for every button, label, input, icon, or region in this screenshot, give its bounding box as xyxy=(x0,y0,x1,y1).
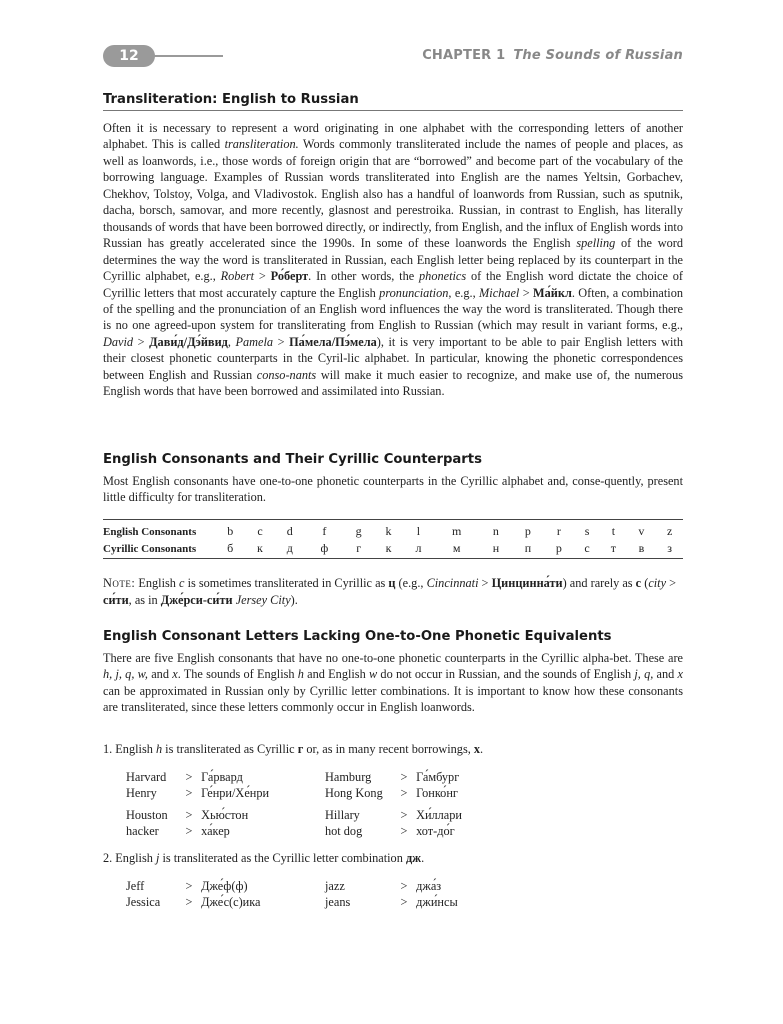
example-row: Hamburg > Га́мбург xyxy=(325,770,460,784)
consonant-cell: т xyxy=(610,541,617,555)
example-row: hacker > ха́кер xyxy=(126,824,230,838)
cyrillic-consonant-row xyxy=(103,540,683,557)
example-row: Houston > Хью́стон xyxy=(126,808,249,822)
consonant-cell: s xyxy=(584,524,590,538)
consonant-cell: d xyxy=(286,524,293,538)
section-heading-lacking-equivalents: English Consonant Letters Lacking One-to-One Phonetic Equivalents xyxy=(103,629,612,644)
consonant-cell: с xyxy=(584,541,590,555)
consonant-cell: k xyxy=(385,524,392,538)
lacking-equivalents-paragraph: There are five English consonants that have no one-to-one phonetic counterparts in the Cyrillic alpha-bet. These are h, j, q, w, and x. The sounds of English h and English w do not occur in Russian, and the sounds of English j, q, and x can be approximated in Russian only by Cyrillic letter combinations. It is important to know how these consonants are transliterated, since these letters commonly occur in English loanwords. xyxy=(103,651,684,715)
example-row: Harvard > Га́рвард xyxy=(126,770,243,784)
consonant-cell: v xyxy=(638,524,645,538)
example-row: Hillary > Хи́ллари xyxy=(325,808,462,822)
consonant-cell: д xyxy=(286,541,293,555)
consonant-table xyxy=(103,523,683,557)
heading-rule xyxy=(103,110,683,111)
consonant-cell: t xyxy=(611,524,616,538)
chapter-number: CHAPTER 1 xyxy=(422,48,506,63)
example-row: hot dog > хот-до́г xyxy=(325,824,455,838)
consonants-intro: Most English consonants have one-to-one phonetic counterparts in the Cyrillic alphabet and, conse-quently, present little difficulty for transliteration. xyxy=(103,474,683,505)
section-heading-transliteration: Transliteration: English to Russian xyxy=(103,92,359,107)
consonant-cell: г xyxy=(356,541,362,555)
consonant-cell: m xyxy=(451,524,462,538)
consonant-cell: f xyxy=(322,524,327,538)
list-item-h: 1. English h is transliterated as Cyrillic г or, as in many recent borrowings, х. xyxy=(103,742,484,756)
consonant-cell: б xyxy=(227,541,234,555)
example-row: Jeff > Дже́ф(ф) xyxy=(126,879,248,893)
row-label-english: English Consonants xyxy=(103,525,197,538)
example-row: jeans > джи́нсы xyxy=(325,895,458,909)
running-header xyxy=(103,45,683,69)
consonant-cell: н xyxy=(492,541,500,555)
consonant-cell: м xyxy=(452,541,461,555)
consonant-cell: z xyxy=(667,524,673,538)
section-heading-consonants: English Consonants and Their Cyrillic Counterparts xyxy=(103,452,482,467)
consonant-cell: л xyxy=(415,541,422,555)
consonant-cell: в xyxy=(638,541,645,555)
page-number: 12 xyxy=(103,45,155,67)
consonant-cell: к xyxy=(257,541,263,555)
consonant-cell: к xyxy=(385,541,392,555)
header-divider xyxy=(153,55,223,57)
table-bottom-rule xyxy=(103,558,683,559)
consonant-cell: n xyxy=(492,524,499,538)
consonant-cell: l xyxy=(416,524,421,538)
consonant-cell: з xyxy=(667,541,673,555)
chapter-label xyxy=(422,48,683,63)
example-row: Henry > Ге́нри/Хе́нри xyxy=(126,786,270,800)
list-item-j: 2. English j is transliterated as the Cyrillic letter combination дж. xyxy=(103,851,425,865)
consonant-cell: p xyxy=(524,524,531,538)
chapter-title: The Sounds of Russian xyxy=(513,48,683,63)
transliteration-paragraph: Often it is necessary to represent a word originating in one alphabet with the corresponding letters of another alphabet. This is called transliteration. Words commonly transliterated include the names of people and places, as well as loanwords, i.e., those words of foreign origin that are “borrowed” and become part of the vocabulary of the borrowing language. Examples of Russian words transliterated into English are the names Yeltsin, Gorbachev, Chekhov, Tolstoy, Volga, and Vladivostok. English also has a handful of loanwords from Russian, such as sputnik, dacha, borsch, samovar, and more recently, glasnost and perestroika. Russian, in contrast to English, has literally thousands of words that have been borrowed directly, or indirectly, from English, and the influx of English words into Russian has greatly accelerated since the 1990s. In some of these loanwords the English spelling of the word determines the way the word is transliterated in Russian, each English letter being replaced by its counterpart in the Cyrillic alphabet, e.g., Robert > Ро́берт. In other words, the phonetics of the English word dictate the choice of Cyrillic letters that most accurately capture the English pronunciation, e.g., Michael > Ма́йкл. Often, a combination of the spelling and the pronunciation of an English word influences the way the word is transliterated. Though there is no one agreed-upon system for transliterating from English to Russian (which may result in variant forms, e.g., David > Дави́д/Дэ́йвид, Pamela > Па́мела/Пэ́мела), it is very important to be able to pair English letters with their closest phonetic counterparts in the Cyril-lic alphabet. In particular, knowing the phonetic correspondences between English and Russian conso-nants will make it much easier to recognize, and make use of, the numerous English words that have been borrowed and assimilated into Russian. xyxy=(103,121,684,399)
consonant-cell: r xyxy=(556,524,561,538)
consonant-cell: п xyxy=(524,541,532,555)
english-consonant-row xyxy=(103,523,683,540)
consonant-cell: g xyxy=(355,524,362,538)
consonant-cell: ф xyxy=(320,541,329,555)
example-row: Hong Kong > Гонко́нг xyxy=(325,786,458,800)
row-label-cyrillic: Cyrillic Consonants xyxy=(103,542,197,555)
example-row: Jessica > Дже́с(с)ика xyxy=(126,895,261,909)
consonant-cell: c xyxy=(257,524,263,538)
transliteration-note: Note: English c is sometimes transliterated in Cyrillic as ц (e.g., Cincinnati > Цинцинна́ти) and rarely as с (city > си́ти, as in Дже́рси-си́ти Jersey City). xyxy=(103,576,677,607)
consonant-cell: b xyxy=(227,524,234,538)
consonant-cell: р xyxy=(555,541,562,555)
table-top-rule xyxy=(103,519,683,520)
example-row: jazz > джа́з xyxy=(325,879,442,893)
